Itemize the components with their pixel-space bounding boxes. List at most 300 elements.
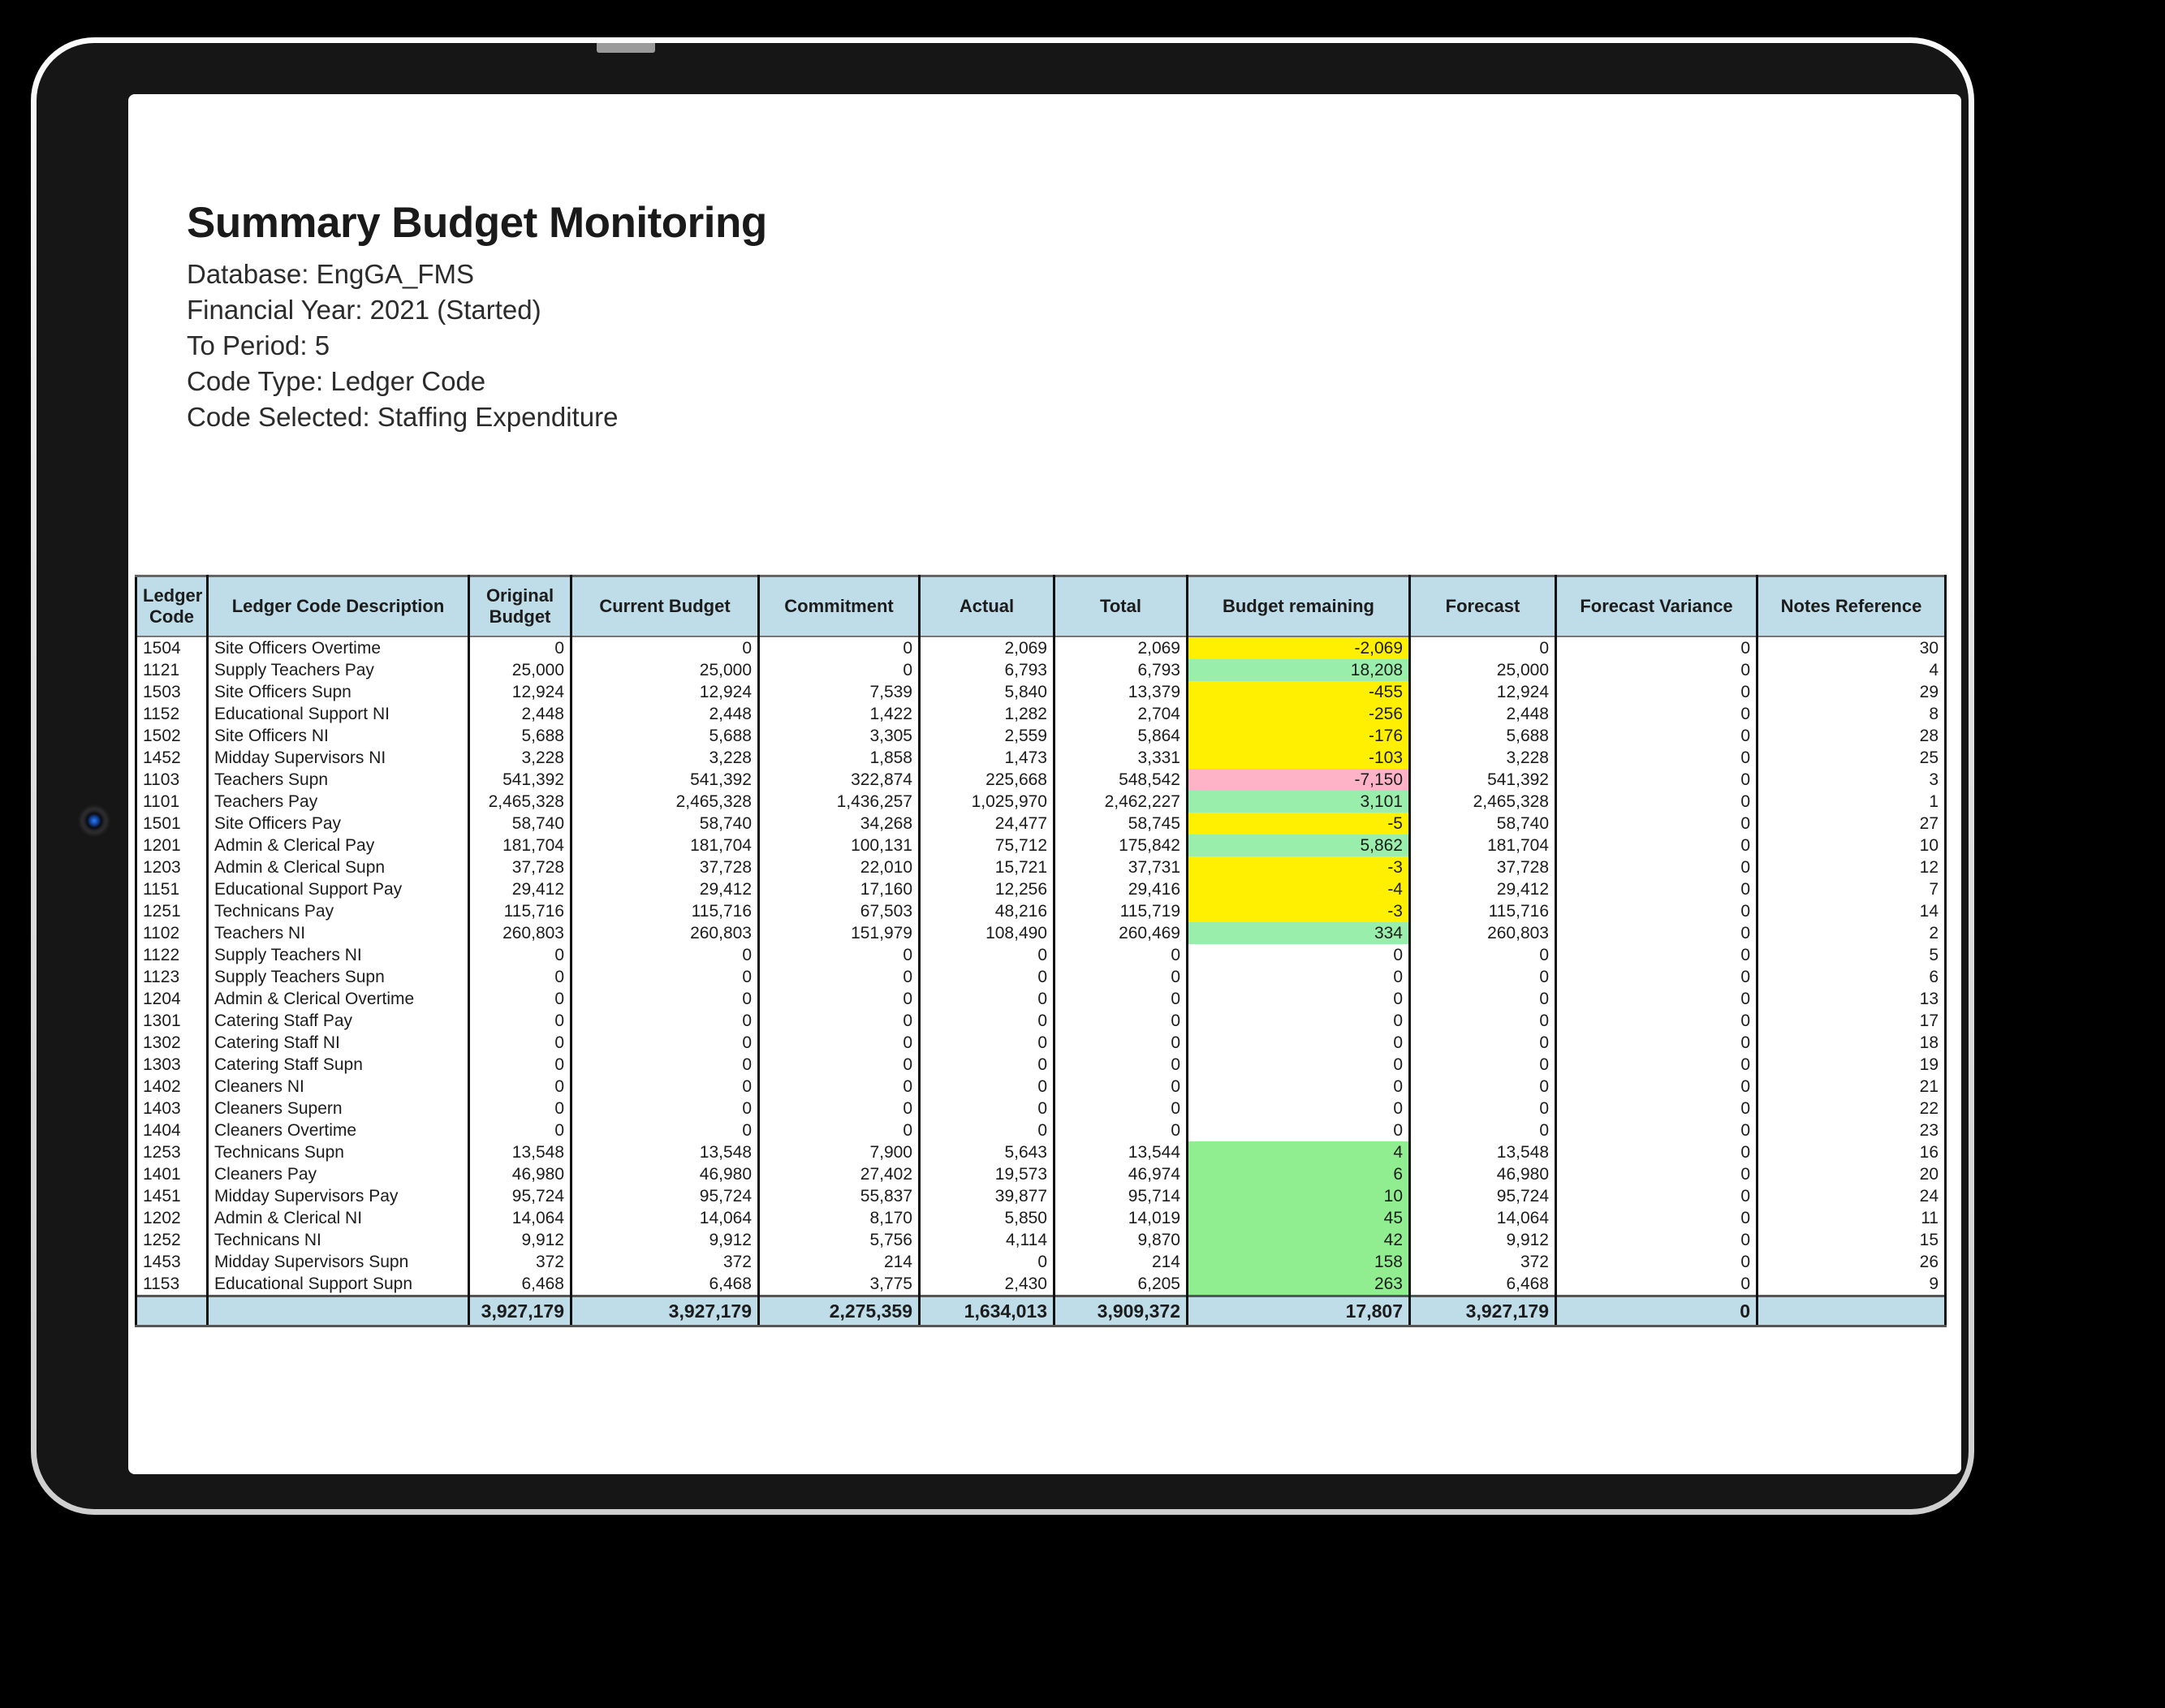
cell-forecast: 95,724: [1410, 1185, 1556, 1207]
table-row: [136, 769, 1946, 791]
cell-total: 46,974: [1054, 1163, 1188, 1185]
cell-forecast-variance: 0: [1556, 747, 1757, 769]
cell-budget-remaining: -2,069: [1188, 636, 1410, 659]
cell-current-budget: 6,468: [571, 1273, 759, 1296]
cell-ledger-code-description: Midday Supervisors Supn: [208, 1251, 469, 1273]
cell-ledger-code: 1452: [136, 747, 208, 769]
cell-budget-remaining: -3: [1188, 900, 1410, 922]
cell-budget-remaining: -176: [1188, 725, 1410, 747]
cell-ledger-code-description: Midday Supervisors NI: [208, 747, 469, 769]
cell-budget-remaining: 263: [1188, 1273, 1410, 1296]
cell-notes-reference: 2: [1757, 922, 1946, 944]
cell-ledger-code: 1402: [136, 1076, 208, 1098]
cell-ledger-code: 1122: [136, 944, 208, 966]
table-row: [136, 856, 1946, 878]
cell-original-budget: 0: [469, 1032, 571, 1054]
cell-commitment: 0: [759, 944, 920, 966]
cell-total: 214: [1054, 1251, 1188, 1273]
cell-total: 548,542: [1054, 769, 1188, 791]
cell-ledger-code: 1404: [136, 1119, 208, 1141]
table-row: [136, 791, 1946, 813]
cell-original-budget: 115,716: [469, 900, 571, 922]
cell-actual: 19,573: [920, 1163, 1054, 1185]
cell-forecast-variance: 0: [1556, 681, 1757, 703]
table-row: [136, 944, 1946, 966]
cell-forecast: 58,740: [1410, 813, 1556, 835]
column-header-total: Total: [1054, 576, 1188, 636]
cell-ledger-code-description: Catering Staff Supn: [208, 1054, 469, 1076]
cell-actual: 0: [920, 988, 1054, 1010]
cell-actual: 5,643: [920, 1141, 1054, 1163]
cell-notes-reference: 28: [1757, 725, 1946, 747]
cell-budget-remaining: 0: [1188, 1032, 1410, 1054]
cell-current-budget: 46,980: [571, 1163, 759, 1185]
cell-ledger-code: 1453: [136, 1251, 208, 1273]
cell-actual: 0: [920, 1119, 1054, 1141]
table-row: [136, 813, 1946, 835]
cell-ledger-code-description: Cleaners Supern: [208, 1098, 469, 1119]
table-row: [136, 1207, 1946, 1229]
cell-budget-remaining: 3,101: [1188, 791, 1410, 813]
cell-forecast-variance: 0: [1556, 636, 1757, 659]
cell-ledger-code-description: Educational Support NI: [208, 703, 469, 725]
cell-original-budget: 3,228: [469, 747, 571, 769]
cell-forecast: 181,704: [1410, 835, 1556, 856]
cell-ledger-code-description: Admin & Clerical Overtime: [208, 988, 469, 1010]
cell-ledger-code-description: Cleaners Overtime: [208, 1119, 469, 1141]
cell-total: 260,469: [1054, 922, 1188, 944]
cell-forecast-variance: 0: [1556, 1185, 1757, 1207]
cell-ledger-code: 1103: [136, 769, 208, 791]
meta-code-type: Code Type: Ledger Code: [187, 366, 486, 396]
cell-ledger-code: 1101: [136, 791, 208, 813]
cell-notes-reference: 15: [1757, 1229, 1946, 1251]
cell-forecast: 0: [1410, 988, 1556, 1010]
cell-forecast-variance: 0: [1556, 813, 1757, 835]
cell-ledger-code-description: Teachers Pay: [208, 791, 469, 813]
cell-forecast-variance: 0: [1556, 1163, 1757, 1185]
cell-ledger-code: 1252: [136, 1229, 208, 1251]
cell-notes-reference: 5: [1757, 944, 1946, 966]
cell-forecast: 25,000: [1410, 659, 1556, 681]
cell-forecast-variance: 0: [1556, 922, 1757, 944]
cell-notes-reference: 25: [1757, 747, 1946, 769]
meta-to-period: To Period: 5: [187, 330, 330, 360]
meta-financial-year: Financial Year: 2021 (Started): [187, 295, 541, 325]
cell-forecast-variance: 0: [1556, 1229, 1757, 1251]
cell-actual: 0: [920, 1054, 1054, 1076]
cell-forecast-variance: 0: [1556, 725, 1757, 747]
cell-forecast: 12,924: [1410, 681, 1556, 703]
cell-ledger-code-description: Cleaners NI: [208, 1076, 469, 1098]
cell-forecast-variance: 0: [1556, 856, 1757, 878]
cell-ledger-code: 1504: [136, 636, 208, 659]
cell-ledger-code-description: Site Officers Pay: [208, 813, 469, 835]
cell-current-budget: 25,000: [571, 659, 759, 681]
cell-commitment: 55,837: [759, 1185, 920, 1207]
cell-original-budget: 2,448: [469, 703, 571, 725]
cell-actual: 15,721: [920, 856, 1054, 878]
cell-forecast-variance: 0: [1556, 659, 1757, 681]
cell-forecast-variance: 0: [1556, 1054, 1757, 1076]
cell-original-budget: 541,392: [469, 769, 571, 791]
cell-current-budget: 115,716: [571, 900, 759, 922]
table-row: [136, 966, 1946, 988]
cell-forecast: 0: [1410, 1032, 1556, 1054]
cell-forecast: 2,465,328: [1410, 791, 1556, 813]
cell-budget-remaining: 45: [1188, 1207, 1410, 1229]
cell-total: 37,731: [1054, 856, 1188, 878]
cell-budget-remaining: 18,208: [1188, 659, 1410, 681]
cell-forecast: 0: [1410, 1076, 1556, 1098]
table-row: [136, 1163, 1946, 1185]
cell-ledger-code-description: Site Officers NI: [208, 725, 469, 747]
cell-forecast-variance: 0: [1556, 878, 1757, 900]
cell-current-budget: 0: [571, 966, 759, 988]
cell-forecast: 37,728: [1410, 856, 1556, 878]
cell-total: 58,745: [1054, 813, 1188, 835]
cell-budget-remaining: 158: [1188, 1251, 1410, 1273]
cell-notes-reference: 20: [1757, 1163, 1946, 1185]
cell-notes-reference: 22: [1757, 1098, 1946, 1119]
totals-original-budget: 3,927,179: [469, 1296, 571, 1326]
cell-original-budget: 95,724: [469, 1185, 571, 1207]
cell-total: 0: [1054, 988, 1188, 1010]
cell-ledger-code-description: Site Officers Overtime: [208, 636, 469, 659]
cell-forecast-variance: 0: [1556, 1273, 1757, 1296]
cell-budget-remaining: 5,862: [1188, 835, 1410, 856]
cell-notes-reference: 16: [1757, 1141, 1946, 1163]
cell-notes-reference: 30: [1757, 636, 1946, 659]
cell-budget-remaining: -455: [1188, 681, 1410, 703]
cell-ledger-code: 1302: [136, 1032, 208, 1054]
cell-forecast-variance: 0: [1556, 769, 1757, 791]
cell-notes-reference: 7: [1757, 878, 1946, 900]
cell-total: 2,462,227: [1054, 791, 1188, 813]
cell-ledger-code: 1153: [136, 1273, 208, 1296]
budget-table-container: [135, 575, 1947, 1327]
cell-commitment: 67,503: [759, 900, 920, 922]
cell-actual: 0: [920, 1032, 1054, 1054]
cell-budget-remaining: -5: [1188, 813, 1410, 835]
cell-actual: 0: [920, 1098, 1054, 1119]
totals-forecast: 3,927,179: [1410, 1296, 1556, 1326]
cell-forecast: 0: [1410, 1010, 1556, 1032]
cell-notes-reference: 27: [1757, 813, 1946, 835]
cell-notes-reference: 9: [1757, 1273, 1946, 1296]
table-row: [136, 1010, 1946, 1032]
cell-ledger-code: 1401: [136, 1163, 208, 1185]
cell-current-budget: 0: [571, 1119, 759, 1141]
cell-commitment: 5,756: [759, 1229, 920, 1251]
cell-original-budget: 0: [469, 1010, 571, 1032]
cell-ledger-code-description: Teachers Supn: [208, 769, 469, 791]
cell-ledger-code-description: Site Officers Supn: [208, 681, 469, 703]
cell-total: 14,019: [1054, 1207, 1188, 1229]
totals-total: 3,909,372: [1054, 1296, 1188, 1326]
column-header-ledger-code-description: Ledger Code Description: [208, 576, 469, 636]
cell-actual: 24,477: [920, 813, 1054, 835]
column-header-budget-remaining: Budget remaining: [1188, 576, 1410, 636]
cell-original-budget: 14,064: [469, 1207, 571, 1229]
cell-original-budget: 0: [469, 988, 571, 1010]
cell-notes-reference: 29: [1757, 681, 1946, 703]
cell-ledger-code: 1502: [136, 725, 208, 747]
cell-total: 0: [1054, 1010, 1188, 1032]
cell-budget-remaining: 0: [1188, 1010, 1410, 1032]
cell-original-budget: 58,740: [469, 813, 571, 835]
cell-forecast: 0: [1410, 1119, 1556, 1141]
table-totals-row: [136, 1296, 1946, 1326]
cell-current-budget: 0: [571, 1054, 759, 1076]
cell-total: 0: [1054, 1054, 1188, 1076]
cell-ledger-code-description: Cleaners Pay: [208, 1163, 469, 1185]
cell-current-budget: 2,448: [571, 703, 759, 725]
cell-actual: 225,668: [920, 769, 1054, 791]
cell-notes-reference: 26: [1757, 1251, 1946, 1273]
cell-ledger-code: 1152: [136, 703, 208, 725]
cell-ledger-code: 1202: [136, 1207, 208, 1229]
meta-database: Database: EngGA_FMS: [187, 259, 475, 289]
cell-ledger-code-description: Educational Support Supn: [208, 1273, 469, 1296]
totals-description: [208, 1296, 469, 1326]
table-row: [136, 1273, 1946, 1296]
totals-budget-remaining: 17,807: [1188, 1296, 1410, 1326]
cell-ledger-code: 1303: [136, 1054, 208, 1076]
cell-total: 0: [1054, 1098, 1188, 1119]
cell-original-budget: 12,924: [469, 681, 571, 703]
cell-current-budget: 29,412: [571, 878, 759, 900]
cell-commitment: 0: [759, 966, 920, 988]
cell-ledger-code: 1121: [136, 659, 208, 681]
cell-notes-reference: 21: [1757, 1076, 1946, 1098]
cell-actual: 39,877: [920, 1185, 1054, 1207]
cell-current-budget: 0: [571, 1010, 759, 1032]
cell-total: 13,379: [1054, 681, 1188, 703]
cell-total: 29,416: [1054, 878, 1188, 900]
cell-forecast: 6,468: [1410, 1273, 1556, 1296]
cell-ledger-code-description: Technicans Pay: [208, 900, 469, 922]
column-header-notes-reference: Notes Reference: [1757, 576, 1946, 636]
cell-total: 115,719: [1054, 900, 1188, 922]
cell-forecast: 13,548: [1410, 1141, 1556, 1163]
tablet-screen: [128, 94, 1961, 1474]
cell-current-budget: 0: [571, 1098, 759, 1119]
column-header-commitment: Commitment: [759, 576, 920, 636]
cell-original-budget: 29,412: [469, 878, 571, 900]
cell-actual: 1,025,970: [920, 791, 1054, 813]
cell-ledger-code: 1451: [136, 1185, 208, 1207]
cell-ledger-code: 1201: [136, 835, 208, 856]
cell-commitment: 214: [759, 1251, 920, 1273]
table-row: [136, 922, 1946, 944]
cell-forecast-variance: 0: [1556, 1032, 1757, 1054]
cell-current-budget: 95,724: [571, 1185, 759, 1207]
column-header-current-budget: Current Budget: [571, 576, 759, 636]
cell-notes-reference: 17: [1757, 1010, 1946, 1032]
cell-commitment: 7,900: [759, 1141, 920, 1163]
cell-commitment: 0: [759, 1010, 920, 1032]
cell-original-budget: 25,000: [469, 659, 571, 681]
front-camera-icon: [83, 809, 106, 832]
cell-original-budget: 0: [469, 1098, 571, 1119]
cell-forecast: 260,803: [1410, 922, 1556, 944]
cell-forecast-variance: 0: [1556, 1098, 1757, 1119]
cell-notes-reference: 12: [1757, 856, 1946, 878]
cell-total: 175,842: [1054, 835, 1188, 856]
cell-forecast-variance: 0: [1556, 944, 1757, 966]
cell-current-budget: 260,803: [571, 922, 759, 944]
cell-forecast-variance: 0: [1556, 1076, 1757, 1098]
table-row: [136, 1098, 1946, 1119]
cell-forecast: 0: [1410, 944, 1556, 966]
cell-total: 0: [1054, 966, 1188, 988]
cell-ledger-code: 1503: [136, 681, 208, 703]
cell-ledger-code-description: Technicans Supn: [208, 1141, 469, 1163]
cell-budget-remaining: 6: [1188, 1163, 1410, 1185]
cell-budget-remaining: 0: [1188, 988, 1410, 1010]
cell-forecast: 29,412: [1410, 878, 1556, 900]
cell-actual: 48,216: [920, 900, 1054, 922]
cell-forecast: 0: [1410, 1098, 1556, 1119]
cell-ledger-code: 1151: [136, 878, 208, 900]
cell-current-budget: 5,688: [571, 725, 759, 747]
cell-original-budget: 372: [469, 1251, 571, 1273]
cell-total: 6,793: [1054, 659, 1188, 681]
totals-ledger-code: [136, 1296, 208, 1326]
cell-actual: 5,850: [920, 1207, 1054, 1229]
cell-actual: 0: [920, 966, 1054, 988]
cell-forecast-variance: 0: [1556, 966, 1757, 988]
cell-notes-reference: 4: [1757, 659, 1946, 681]
cell-budget-remaining: 0: [1188, 966, 1410, 988]
cell-notes-reference: 19: [1757, 1054, 1946, 1076]
cell-commitment: 100,131: [759, 835, 920, 856]
cell-current-budget: 0: [571, 988, 759, 1010]
cell-forecast-variance: 0: [1556, 703, 1757, 725]
cell-forecast-variance: 0: [1556, 1010, 1757, 1032]
cell-ledger-code-description: Catering Staff NI: [208, 1032, 469, 1054]
cell-commitment: 1,858: [759, 747, 920, 769]
cell-notes-reference: 13: [1757, 988, 1946, 1010]
cell-ledger-code-description: Technicans NI: [208, 1229, 469, 1251]
cell-commitment: 0: [759, 659, 920, 681]
table-row: [136, 1054, 1946, 1076]
table-row: [136, 900, 1946, 922]
cell-commitment: 322,874: [759, 769, 920, 791]
cell-original-budget: 0: [469, 1054, 571, 1076]
column-header-original-budget: Original Budget: [469, 576, 571, 636]
cell-forecast: 0: [1410, 966, 1556, 988]
totals-notes-reference: [1757, 1296, 1946, 1326]
cell-notes-reference: 1: [1757, 791, 1946, 813]
cell-actual: 108,490: [920, 922, 1054, 944]
cell-ledger-code: 1204: [136, 988, 208, 1010]
cell-budget-remaining: -3: [1188, 856, 1410, 878]
cell-notes-reference: 6: [1757, 966, 1946, 988]
cell-forecast-variance: 0: [1556, 1207, 1757, 1229]
table-row: [136, 1119, 1946, 1141]
cell-original-budget: 0: [469, 966, 571, 988]
cell-commitment: 0: [759, 636, 920, 659]
cell-budget-remaining: 0: [1188, 1076, 1410, 1098]
cell-actual: 0: [920, 944, 1054, 966]
cell-commitment: 0: [759, 1098, 920, 1119]
cell-original-budget: 2,465,328: [469, 791, 571, 813]
cell-notes-reference: 23: [1757, 1119, 1946, 1141]
cell-original-budget: 5,688: [469, 725, 571, 747]
cell-current-budget: 0: [571, 1076, 759, 1098]
cell-budget-remaining: -256: [1188, 703, 1410, 725]
cell-forecast: 9,912: [1410, 1229, 1556, 1251]
cell-actual: 12,256: [920, 878, 1054, 900]
cell-forecast: 541,392: [1410, 769, 1556, 791]
table-header-row: [136, 576, 1946, 636]
cell-ledger-code-description: Midday Supervisors Pay: [208, 1185, 469, 1207]
table-row: [136, 725, 1946, 747]
cell-original-budget: 0: [469, 1076, 571, 1098]
table-row: [136, 835, 1946, 856]
cell-original-budget: 13,548: [469, 1141, 571, 1163]
cell-ledger-code: 1501: [136, 813, 208, 835]
cell-current-budget: 541,392: [571, 769, 759, 791]
cell-forecast: 372: [1410, 1251, 1556, 1273]
cell-commitment: 0: [759, 1032, 920, 1054]
table-row: [136, 1141, 1946, 1163]
totals-actual: 1,634,013: [920, 1296, 1054, 1326]
cell-original-budget: 6,468: [469, 1273, 571, 1296]
cell-forecast: 14,064: [1410, 1207, 1556, 1229]
cell-commitment: 1,436,257: [759, 791, 920, 813]
cell-actual: 6,793: [920, 659, 1054, 681]
table-row: [136, 1185, 1946, 1207]
cell-actual: 2,430: [920, 1273, 1054, 1296]
table-row: [136, 703, 1946, 725]
cell-actual: 0: [920, 1010, 1054, 1032]
cell-commitment: 8,170: [759, 1207, 920, 1229]
cell-budget-remaining: 0: [1188, 944, 1410, 966]
meta-code-selected: Code Selected: Staffing Expenditure: [187, 402, 619, 432]
cell-total: 3,331: [1054, 747, 1188, 769]
cell-forecast: 115,716: [1410, 900, 1556, 922]
cell-original-budget: 181,704: [469, 835, 571, 856]
cell-original-budget: 46,980: [469, 1163, 571, 1185]
cell-forecast: 46,980: [1410, 1163, 1556, 1185]
column-header-actual: Actual: [920, 576, 1054, 636]
cell-budget-remaining: 334: [1188, 922, 1410, 944]
cell-forecast-variance: 0: [1556, 791, 1757, 813]
cell-forecast-variance: 0: [1556, 1251, 1757, 1273]
cell-current-budget: 9,912: [571, 1229, 759, 1251]
cell-commitment: 1,422: [759, 703, 920, 725]
cell-ledger-code-description: Supply Teachers NI: [208, 944, 469, 966]
column-header-forecast-variance: Forecast Variance: [1556, 576, 1757, 636]
cell-actual: 1,473: [920, 747, 1054, 769]
cell-ledger-code-description: Supply Teachers Pay: [208, 659, 469, 681]
cell-original-budget: 0: [469, 636, 571, 659]
table-row: [136, 1251, 1946, 1273]
cell-budget-remaining: -7,150: [1188, 769, 1410, 791]
cell-ledger-code-description: Admin & Clerical NI: [208, 1207, 469, 1229]
cell-commitment: 22,010: [759, 856, 920, 878]
totals-commitment: 2,275,359: [759, 1296, 920, 1326]
cell-budget-remaining: 0: [1188, 1119, 1410, 1141]
cell-notes-reference: 10: [1757, 835, 1946, 856]
cell-forecast: 2,448: [1410, 703, 1556, 725]
cell-forecast-variance: 0: [1556, 835, 1757, 856]
cell-notes-reference: 24: [1757, 1185, 1946, 1207]
cell-actual: 0: [920, 1076, 1054, 1098]
